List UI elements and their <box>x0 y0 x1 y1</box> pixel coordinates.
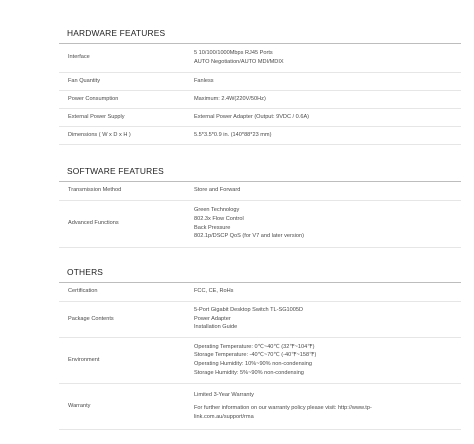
spec-value <box>194 383 461 429</box>
spec-table-others <box>59 283 461 430</box>
spec-value-line: Storage Humidity: 5%~90% non-condensing <box>194 369 304 376</box>
spec-value <box>194 90 461 108</box>
spec-row-certification <box>59 283 461 301</box>
spec-value-line: For further information on our warranty policy please visit: http://www.tp- <box>194 405 372 412</box>
spec-value-line: Fanless <box>194 77 214 84</box>
spec-value-line: Limited 3-Year Warranty <box>194 391 254 398</box>
spec-row-fan-quantity <box>59 72 461 90</box>
spec-value <box>194 283 461 301</box>
spec-value-line: 802.1p/DSCP QoS (for V7 and later version) <box>194 233 304 240</box>
spec-value-line: Installation Guide <box>194 324 238 331</box>
spec-label: Dimensions ( W x D x H ) <box>59 126 194 144</box>
spec-row-power-consumption <box>59 90 461 108</box>
spec-value <box>194 337 461 383</box>
spec-value-line: Back Pressure <box>194 224 231 231</box>
spec-table-software <box>59 182 461 248</box>
spec-value-line: 5 10/100/1000Mbps RJ45 Ports <box>194 50 273 57</box>
section-title-others: OTHERS <box>67 267 104 277</box>
spec-row-package-contents <box>59 301 461 337</box>
spec-row-advanced-functions <box>59 200 461 247</box>
spec-value-line: External Power Adapter (Output: 9VDC / 0.6A) <box>194 113 310 120</box>
spec-value <box>194 72 461 90</box>
spec-row-warranty <box>59 383 461 429</box>
spec-label: Fan Quantity <box>59 72 194 90</box>
spec-label: Interface <box>59 44 194 72</box>
spec-value-line: Operating Temperature: 0℃~40℃ (32℉~104℉) <box>194 343 315 350</box>
spec-label: Advanced Functions <box>59 200 194 247</box>
spec-value-line: Operating Humidity: 10%~90% non-condensing <box>194 361 313 367</box>
spec-value <box>194 108 461 126</box>
section-title-hardware: HARDWARE FEATURES <box>67 28 166 38</box>
spec-value <box>194 126 461 144</box>
spec-label: Certification <box>59 283 194 301</box>
spec-value-line: Power Adapter <box>194 315 231 322</box>
spec-label: Environment <box>59 337 194 383</box>
spec-row-interface <box>59 44 461 72</box>
spec-label: Transmission Method <box>59 182 194 200</box>
spec-value-line: Green Technology <box>194 207 240 214</box>
spec-value <box>194 301 461 337</box>
spec-value-line: 802.3x Flow Control <box>194 215 244 222</box>
spec-row-external-power-supply <box>59 108 461 126</box>
spec-label: Warranty <box>59 383 194 429</box>
spec-value-line: FCC, CE, RoHs <box>194 288 234 295</box>
spec-value <box>194 44 461 72</box>
spec-label: Package Contents <box>59 301 194 337</box>
spec-row-environment <box>59 337 461 383</box>
spec-value-line: Storage Temperature: -40℃~70℃ (-40℉~158℉) <box>194 352 317 359</box>
spec-table-hardware <box>59 44 461 145</box>
spec-value <box>194 182 461 200</box>
spec-value-line: Store and Forward <box>194 187 241 194</box>
spec-value-line: Maximum: 2.4W(220V/50Hz) <box>194 95 266 102</box>
spec-label: External Power Supply <box>59 108 194 126</box>
spec-value-line: AUTO Negotiation/AUTO MDI/MDIX <box>194 58 284 65</box>
spec-value-line: 5.5*3.5*0.9 in. (140*88*23 mm) <box>194 131 272 138</box>
spec-value-line: 5-Port Gigabit Desktop Switch TL-SG1005D <box>194 307 304 314</box>
spec-row-transmission-method <box>59 182 461 200</box>
spec-row-dimensions <box>59 126 461 144</box>
spec-value <box>194 200 461 247</box>
section-title-software: SOFTWARE FEATURES <box>67 166 164 176</box>
spec-value-link[interactable]: link.com.au/support/rma <box>194 413 254 420</box>
spec-label: Power Consumption <box>59 90 194 108</box>
